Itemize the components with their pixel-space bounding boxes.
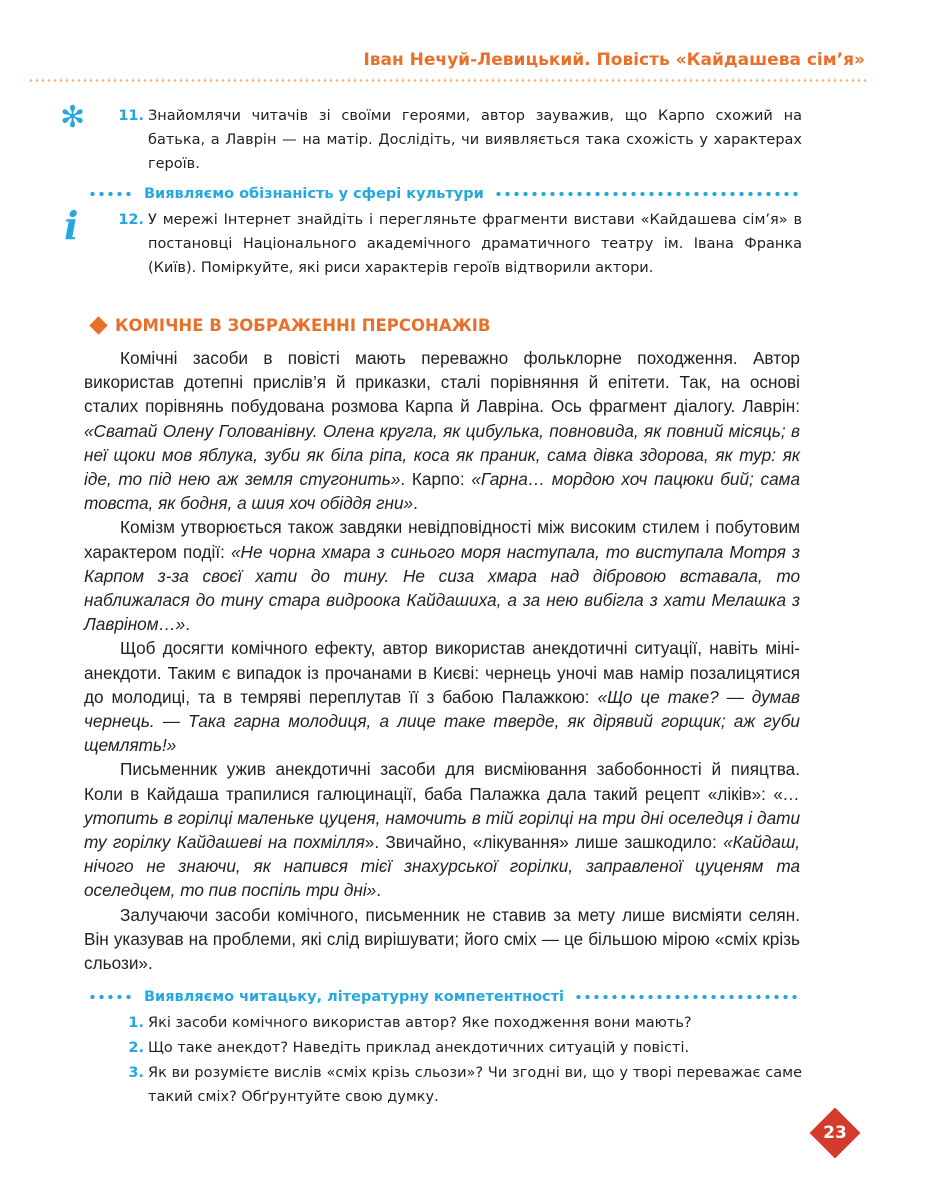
paragraph-1 xyxy=(84,346,800,515)
paragraph-5 xyxy=(84,903,800,976)
dots-divider-right xyxy=(574,994,798,1000)
quote-run: «Не чорна хмара з синього моря наступала, то виступала Мотря з Карпом з-за своєї хати до тину. Не сиза хмара над дібровою вставала, то наближалася до тину стара видроока Кайдашиха, а за нею вибігла з хати Мелашка з Лавріном…» xyxy=(84,541,800,635)
section-title: КОМІЧНЕ В ЗОБРАЖЕННІ ПЕРСОНАЖІВ xyxy=(115,316,491,335)
text-run: Щоб досягти комічного ефекту, автор використав анекдотичні ситуації, навіть міні-анекдоти. Таким є випадок із прочанами в Києві: чернець уночі мав намір позалицятися до молодиці, та в темряві переплутав її з бабою Палажкою: xyxy=(84,638,800,707)
question-number: 3. xyxy=(128,1065,144,1081)
reader-subheading xyxy=(88,987,798,1007)
page-number-badge xyxy=(810,1108,860,1158)
asterisk-icon: ✻ xyxy=(60,100,86,135)
quote-run: «Гарна… мордою хоч пацюки бий; сама товста, як бодня, а шия хоч обіддя гни» xyxy=(84,469,801,514)
text-run: Комічні засоби в повісті мають переважно фольклорне походження. Автор використав дотепні прислів’я й приказки, сталі порівняння й епітети. Так, на основі сталих порівнянь побудована розмова Карпа й Лавріна. Ось фрагмент діалогу. Лаврін: xyxy=(84,348,800,417)
text-run: . Карпо: xyxy=(400,469,472,490)
question-number: 2. xyxy=(128,1040,144,1056)
diamond-icon xyxy=(89,316,107,334)
quote-run: «Що це таке? — думав чернець. — Така гарна молодиця, а лице таке тверде, як дірявий горщик; аж губи щемлять!» xyxy=(84,686,800,756)
task-number: 12. xyxy=(118,212,144,228)
dots-divider-right xyxy=(494,191,798,197)
quote-run: «Сватай Олену Голованівну. Олена кругла, як цибулька, повновида, як повний місяць; в неї щоки мов яблука, зуби як біла ріпа, коса як праник, сама дівка здорова, як тур: як іде, то під нею аж земля стугонить» xyxy=(84,420,800,490)
page-number: 23 xyxy=(823,1123,847,1143)
dots-divider-left xyxy=(88,994,134,1000)
task-11 xyxy=(112,104,802,176)
question-3 xyxy=(112,1061,802,1109)
culture-subheading-text: Виявляємо обізнаність у сфері культури xyxy=(144,186,484,202)
dots-divider-left xyxy=(88,191,134,197)
task-text: У мережі Інтернет знайдіть і перегляньте фрагменти вистави «Кайдашева сім’я» в постановці Національного академічного драматичного театру ім. Івана Франка (Київ). Поміркуйте, які риси характерів героїв відтворили актори. xyxy=(148,212,802,276)
body-text xyxy=(84,346,800,975)
text-run: . xyxy=(376,880,381,901)
paragraph-4 xyxy=(84,757,800,902)
info-icon: i xyxy=(64,203,79,248)
paragraph-2 xyxy=(84,515,800,636)
task-12 xyxy=(112,208,802,280)
task-text: Знайомлячи читачів зі своїми героями, автор зауважив, що Карпо схожий на батька, а Лаврін — на матір. Дослідіть, чи виявляється така схожість у характерах героїв. xyxy=(148,108,802,172)
reader-subheading-text: Виявляємо читацьку, літературну компетентності xyxy=(144,989,565,1005)
text-run: ». Звичайно, «лікування» лише зашкодило: xyxy=(364,832,724,853)
paragraph-3 xyxy=(84,636,800,757)
quote-run: …утопить в горілці маленьке цуценя, намочить в тій горілці на три дні оселедця і дати ту горілку Кайдашеві на похмілля xyxy=(84,783,800,853)
question-1 xyxy=(112,1011,802,1035)
question-text: Як ви розумієте вислів «сміх крізь сльози»? Чи згодні ви, що у творі переважає саме такий сміх? Обґрунтуйте свою думку. xyxy=(148,1065,802,1105)
section-heading xyxy=(88,316,491,335)
running-header-title: Іван Нечуй-Левицький. Повість «Кайдашева сім’я» xyxy=(363,50,865,70)
question-2 xyxy=(112,1036,802,1060)
task-number: 11. xyxy=(118,108,144,124)
question-number: 1. xyxy=(128,1015,144,1031)
question-text: Які засоби комічного використав автор? Яке походження вони мають? xyxy=(148,1015,692,1031)
question-text: Що таке анекдот? Наведіть приклад анекдотичних ситуацій у повісті. xyxy=(148,1040,690,1056)
text-run: Письменник ужив анекдотичні засоби для висміювання забобонності й пияцтва. Коли в Кайдаша трапилися галюцинації, баба Палажка дала такий рецепт «ліків»: « xyxy=(84,759,800,804)
quote-run: «Кайдаш, нічого не знаючи, як напився тієї знахурської горілки, заправленої цуценям та оселедцем, то пив поспіль три дні» xyxy=(84,832,800,901)
culture-subheading xyxy=(88,184,798,204)
text-run: . xyxy=(185,614,191,635)
text-run: Залучаючи засоби комічного, письменник не ставив за мету лише висміяти селян. Він указував на проблеми, які слід вирішувати; його сміх — це більшою мірою «сміх крізь сльози». xyxy=(84,904,800,974)
text-run: Комізм утворюється також завдяки невідповідності між високим стилем і побутовим характером події: xyxy=(84,517,800,562)
header-dotted-rule xyxy=(28,79,867,82)
text-run: . xyxy=(413,493,418,514)
